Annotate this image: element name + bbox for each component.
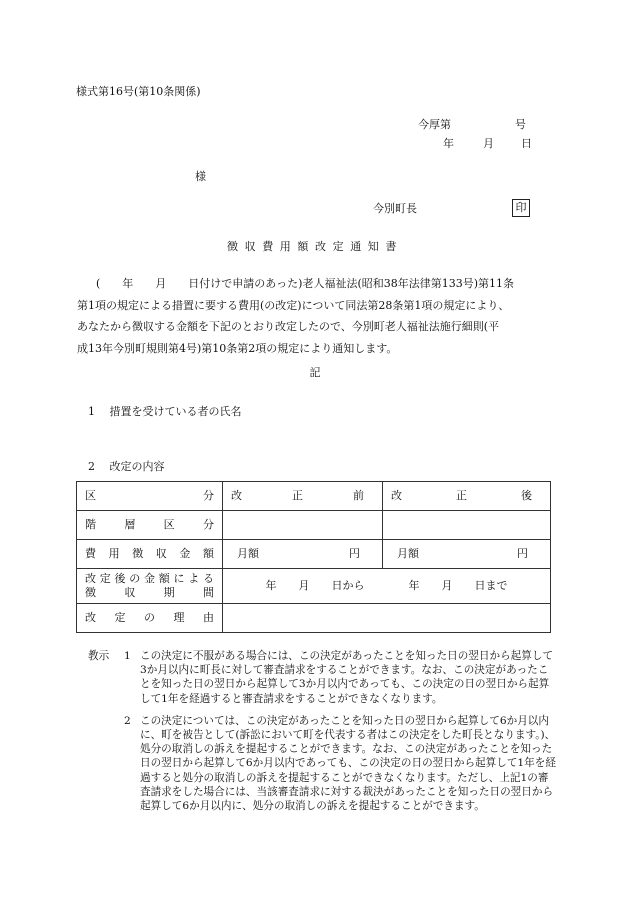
note-item [88,714,558,813]
note-number: 1 [124,650,131,662]
body-line: ( 年 月 日付けで申請のあった)老人福祉法(昭和38年法律第133号)第11条 [96,277,515,290]
document-title: 徴収費用額改定通知書 [227,240,403,253]
instruction-notes [88,649,558,821]
section-number: 1 [88,405,95,418]
note-lead: 教示 [88,650,110,662]
issue-date [443,137,532,151]
section-1 [88,405,242,419]
row-label: 改 定 後 の 金 額 に よ る 徴 収 期 間 [77,569,223,604]
form-number: 様式第16号(第10条関係) [76,85,201,98]
section-label: 改定の内容 [109,460,165,473]
amount-after-cell[interactable]: 月額 円 [383,540,551,569]
section-label: 措置を受けている者の氏名 [109,405,242,418]
body-line: あなたから徴収する金額を下記のとおり改定したので、今別町老人福祉法施行細則(平 [77,320,500,333]
addressee-suffix: 様 [195,170,206,183]
body-line: 成13年今別町規則第4号)第10条第2項の規定により通知します。 [77,341,398,355]
table-row-amount [77,540,551,569]
header-category: 区 分 [77,482,223,511]
note-item [88,649,558,706]
table-row-period [77,569,551,604]
issuer-name: 今別町長 [373,202,417,215]
table-row-class [77,511,551,540]
reason-cell[interactable] [223,604,551,633]
table-row-reason [77,604,551,633]
seal-mark: 印 [512,199,530,217]
section-2 [88,460,165,474]
note-number: 2 [124,714,131,727]
date-day: 日 [521,137,532,150]
row-label: 費 用 徴 収 金 額 [77,540,223,569]
amount-before-cell[interactable]: 月額 円 [223,540,383,569]
table-header-row [77,482,551,511]
row-label: 階 層 区 分 [77,511,223,540]
date-month: 月 [483,137,494,150]
ki-heading: 記 [309,366,321,379]
document-number-suffix: 号 [515,118,526,131]
note-text: この決定に不服がある場合には、この決定があったことを知った日の翌日から起算して3か月以内に町長に対して審査請求をすることができます。なお、この決定があったことを知った日の翌日から起算して3か月以内であっても、この決定の日の翌日から起算して1年を経過すると審査請求をすることができなくなります。 [140,650,554,705]
body-paragraph [77,273,550,359]
header-after: 改 正 後 [383,482,551,511]
header-before: 改 正 前 [223,482,383,511]
date-year: 年 [443,137,454,150]
class-after-cell[interactable] [383,511,551,540]
revision-table [76,481,551,633]
section-number: 2 [88,460,95,473]
note-text: この決定については、この決定があったことを知った日の翌日から起算して6か月以内に、町を被告として(訴訟において町を代表する者はこの決定をした町長となります。)、処分の取消しの訴えを提起することができます。なお、この決定があったことを知った日の翌日から起算して6か月以内であっても、この決定の日の翌日から起算して1年を経過すると処分の取消しの訴えを提起することができなくなります。ただし、上記1の審査請求をした場合には、当該審査請求に対する裁決があったことを知った日の翌日から起算して6か月以内に、処分の取消しの訴えを提起することができます。 [140,714,556,813]
body-line: 第1項の規定による措置に要する費用(の改定)について同法第28条第1項の規定により、 [77,298,510,312]
collection-period-cell[interactable]: 年 月 日から 年 月 日まで [223,569,551,604]
document-number-label: 今厚第 [418,118,451,131]
row-label: 改 定 の 理 由 [77,604,223,633]
class-before-cell[interactable] [223,511,383,540]
